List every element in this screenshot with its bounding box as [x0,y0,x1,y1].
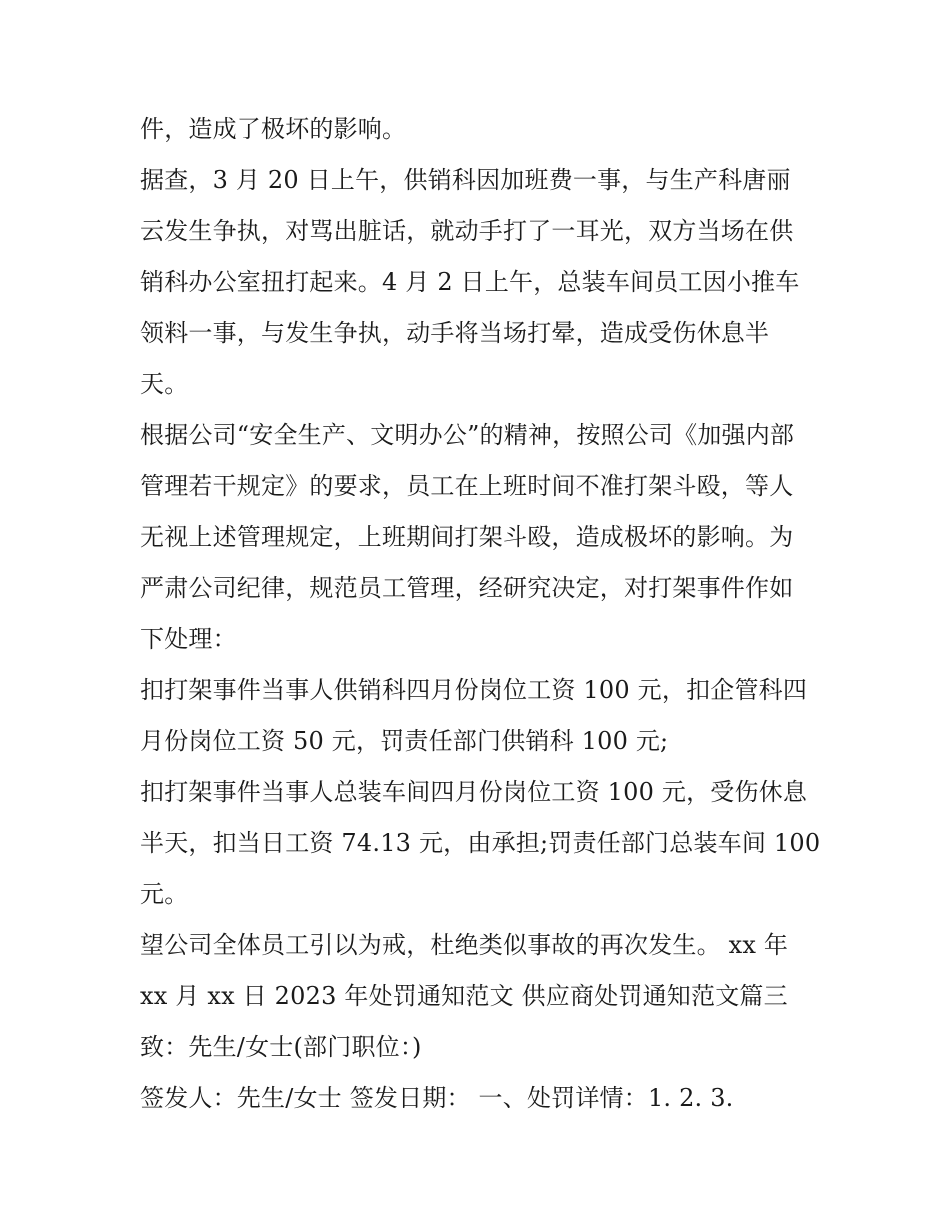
text-line: 半天，扣当日工资 74.13 元，由承担;罚责任部门总装车间 100 [140,829,821,857]
text-line: xx 月 xx 日 2023 年处罚通知范文 供应商处罚通知范文篇三 [140,982,788,1010]
text-line: 管理若干规定》的要求，员工在上班时间不准打架斗殴，等人 [140,472,794,500]
text-line: 扣打架事件当事人供销科四月份岗位工资 100 元，扣企管科四 [140,676,808,704]
text-line: 望公司全体员工引以为戒，杜绝类似事故的再次发生。 xx 年 [140,931,789,959]
text-line: 严肃公司纪律，规范员工管理，经研究决定，对打架事件作如 [140,574,794,602]
text-line: 天。 [140,370,189,398]
text-line: 件，造成了极坏的影响。 [140,115,407,143]
text-line: 据查，3 月 20 日上午，供销科因加班费一事，与生产科唐丽 [140,166,791,194]
text-line: 元。 [140,880,189,908]
text-line: 无视上述管理规定，上班期间打架斗殴，造成极坏的影响。为 [140,523,794,551]
text-line: 月份岗位工资 50 元，罚责任部门供销科 100 元; [140,727,669,755]
text-line: 扣打架事件当事人总装车间四月份岗位工资 100 元，受伤休息 [140,778,808,806]
text-line: 签发人：先生/女士 签发日期： 一、处罚详情：1. 2. 3. [140,1084,734,1112]
text-line: 领料一事，与发生争执，动手将当场打晕，造成受伤休息半 [140,319,770,347]
text-line: 销科办公室扭打起来。4 月 2 日上午，总装车间员工因小推车 [140,268,800,296]
text-line: 根据公司“安全生产、文明办公”的精神，按照公司《加强内部 [140,421,795,449]
text-line: 致：先生/女士(部门职位：) [140,1033,422,1061]
text-line: 云发生争执，对骂出脏话，就动手打了一耳光，双方当场在供 [140,217,794,245]
text-line: 下处理： [140,625,237,653]
